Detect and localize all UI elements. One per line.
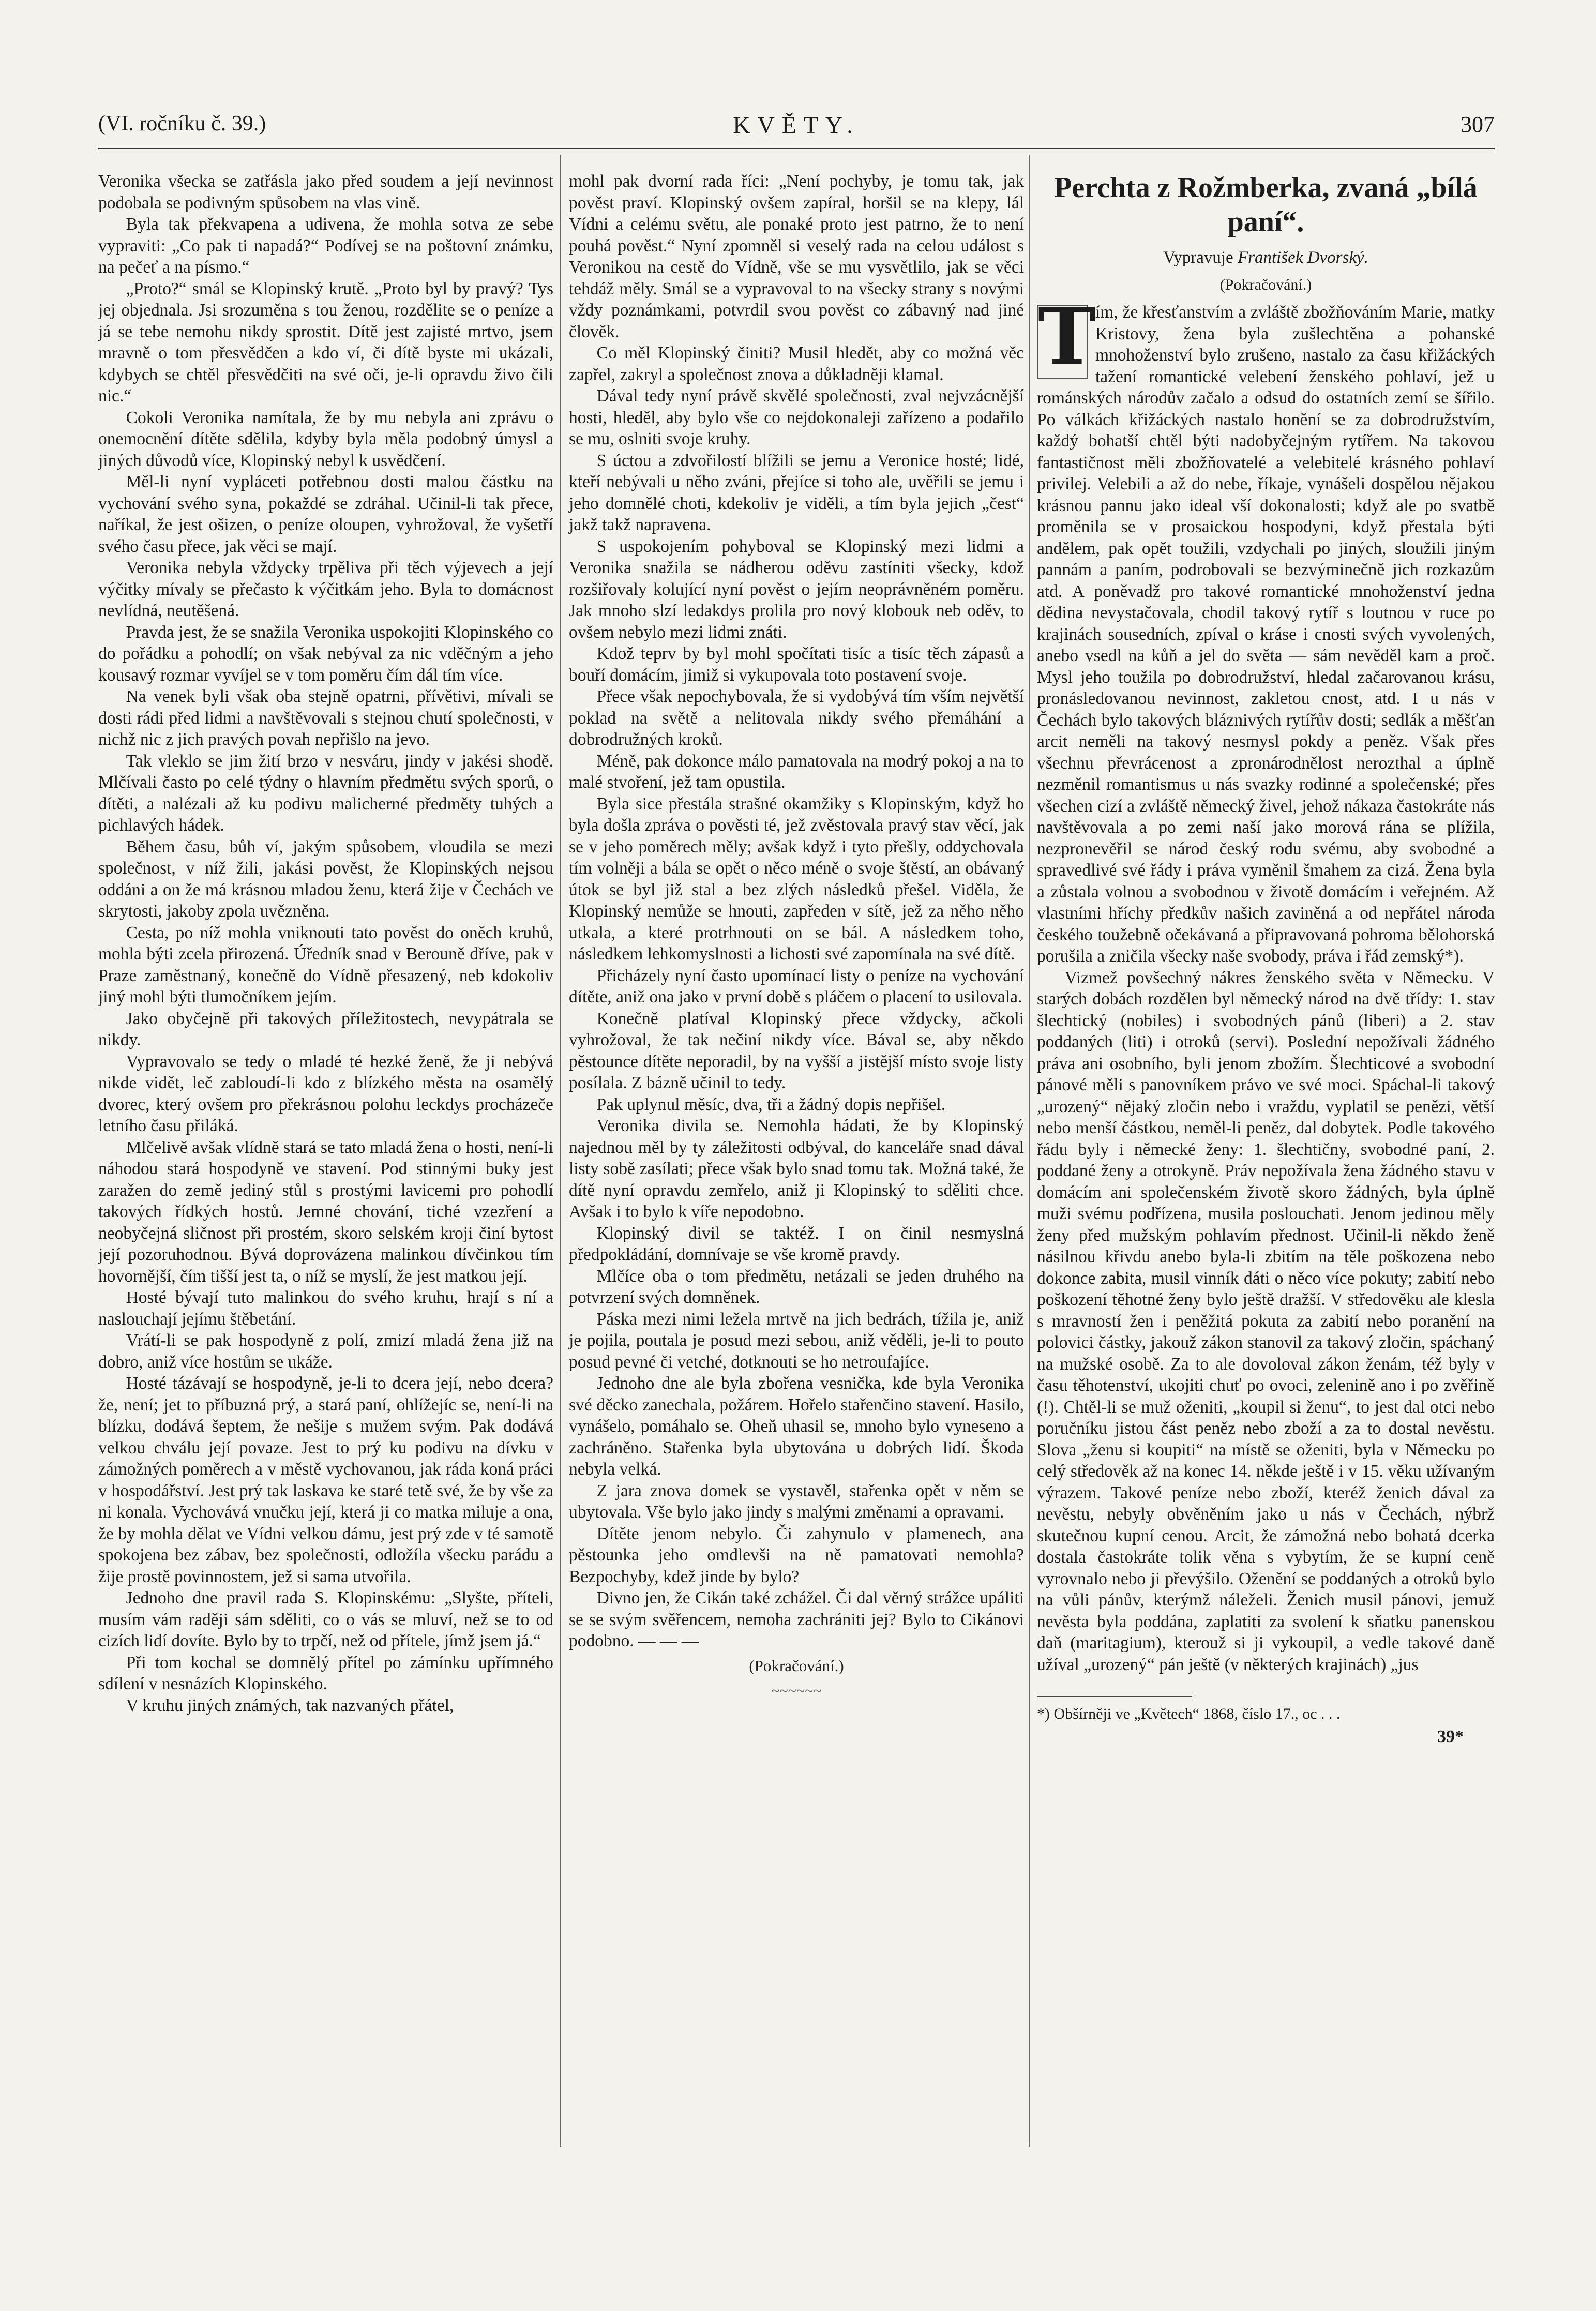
- column-1: [98, 171, 553, 1716]
- article-body: [1037, 291, 1495, 1675]
- running-head: [98, 111, 1495, 142]
- paragraph: Jednoho dne pravil rada S. Klopinskému: „Slyšte, příteli, musím vám raději sám sděliti, co o vás se mluví, než se to od cizích lidí dovíte. Bylo by to trpčí, než od přítele, jímž jsem já.“: [98, 1588, 553, 1650]
- header-rule: [98, 148, 1495, 149]
- paragraph: Při tom kochal se domnělý přítel po zámínku upřímného sdílení v nesnázích Klopinského.: [98, 1653, 553, 1693]
- paragraph: Během času, bůh ví, jakým spůsobem, vloudila se mezi společnost, v níž žili, jakási pověst, že Klopinských nejsou oddáni a on že má krásnou mladou ženu, která žije v Čechách ve skrytosti, jakoby zpola uvězněna.: [98, 837, 553, 921]
- paragraph: Byla tak překvapena a udivena, že mohla sotva ze sebe vypraviti: „Co pak ti napadá?“ Podívej se na poštovní známku, na pečeť a na písmo.“: [98, 215, 553, 277]
- paragraph: Mlčíce oba o tom předmětu, netázali se jeden druhého na potvrzení svých domněnek.: [569, 1266, 1024, 1307]
- paragraph: Méně, pak dokonce málo pamatovala na modrý pokoj a na to malé stvoření, jež tam opustila.: [569, 751, 1024, 792]
- paragraph: Klopinský divil se taktéž. I on činil nesmyslná předpokládání, domnívaje se vše kromě pravdy.: [569, 1223, 1024, 1264]
- footnote-rule: [1037, 1696, 1192, 1697]
- paragraph: „Proto?“ smál se Klopinský krutě. „Proto byl by pravý? Tys jej objednala. Jsi srozuměna s tou ženou, rozdělite se o peníze a já se tebe nemohu nikdy sprostit. Dítě jest zajisté mrtvo, jsem mravně o tom přesvědčen a kdo ví, či dítě byste mi ukázali, kdybych se chtěl přesvědčiti na své oči, je-li opravdu živo čili nic.“: [98, 279, 553, 406]
- paragraph: Byla sice přestála strašné okamžiky s Klopinským, když ho byla došla zpráva o pověsti té, jež zvěstovala pravý stav věcí, jak se v jeho poměrech měly; avšak když i tyto přešly, oddychovala tím volněji a bála se opět o něco méně o svoje štěstí, an obávaný útok se byl již stal a bez zlých následků přešel. Viděla, že Klopinský nemůže se hnouti, zapředen v sítě, jež za něho něho utkala, a které protrhnouti on se bál. A následkem toho, následkem lehkomyslnosti a lichosti své zapomínala na své dítě.: [569, 794, 1024, 964]
- paragraph: Vizmež povšechný nákres ženského světa v Německu. V starých dobách rozdělen byl německý národ na dvě třídy: 1. stav šlechtický (nobiles) i svobodných pánů (liberi) a 2. stav poddaných (liti) i otroků (servi). Poslední nepožívali žádného práva ani osobního, byli jenom zbožím. Šlechticové a svobodní pánové měli s panovníkem právo ve své moci. Spáchal-li takový „urozený“ nějaký zločin nebo i vraždu, vyplatil se penězi, větší nebo menší částkou, neměl-li peněz, dal dobytek. Podle takového řádu byly i německé ženy: 1. šlechtičny, svobodné paní, 2. poddané ženy a otrokyně. Práv nepožívala žena žádného stavu v domácím ani společenském životě skoro žádných, byla úplně muži svému podřízena, musila poslouchati. Jenom jedinou měly ženy před mužským pohlavím přednost. Učinil-li někdo ženě násilnou křivdu anebo byla-li zbitím na těle poškozena nebo dokonce zabita, musil vinník dáti o něco více pokuty; zabití nebo poškození těhotné ženy bylo ještě dražší. V středověku ale klesla s mravností žen i peněžitá pokuta za zabití nebo poranění na polovici částky, jakouž zákon stanovil za takový zločin, spáchaný na mužské osobě. Za to ale dovoloval zákon ženám, též byly v času těhotenství, ukojiti chuť po ovoci, zelenině ano i po zvěřině (!). Chtěl-li se muž oženiti, „koupil si ženu“, to jest dal otci nebo poručníku jistou část peněz nebo zboží a za to dostal nevěstu. Slova „ženu si koupiti“ na místě se oženiti, byla v Německu po celý středověk až na konec 14. někde ještě i v 15. věku užívaným výrazem. Takové peníze nebo zboží, kteréž ženich dával za nevěstu, nebyly obvěněním jako u nás v Čechách, nýbrž skutečnou kupní cenou. Arcit, že zámožná nebo bohatá dcerka dostala častokráte tolik věna s vybytím, že se kupní ceně vyrovnalo nebo ji převýšilo. Oženění se poddaných a otroků bylo na vůli pánův, kterýmž náleželi. Ženich musil pánovi, jemuž nevěsta byla poddána, zaplatiti za svolení k sňatku panenskou daň (maritagium), kterouž si ji vykoupil, a vedle takové daně užíval „urozený“ pán ještě (v některých krajinách) „jus: [1037, 968, 1495, 1674]
- issue-label: (VI. ročníku č. 39.): [98, 112, 266, 136]
- paragraph: Pravda jest, že se snažila Veronika uspokojiti Klopinského co do pořádku a pohodlí; on však nebýval za nic vděčným a jeho kousavý rozmar vyvíjel se v tom poměru čím dál tím více.: [98, 622, 553, 685]
- author-name: František Dvorský.: [1237, 248, 1368, 267]
- journal-title: KVĚTY.: [733, 112, 860, 138]
- paragraph: Dítěte jenom nebylo. Či zahynulo v plamenech, ana pěstounka jeho omdlevši na ně pamatovati nemohla? Bezpochyby, kdež jinde by bylo?: [569, 1524, 1024, 1586]
- paragraph: Na venek byli však oba stejně opatrni, přívětivi, mívali se dosti rádi před lidmi a navštěvovali s stejnou chutí společnosti, v nichž nic z jich pravých povah nepřišlo na jevo.: [98, 687, 553, 749]
- paragraph: Cokoli Veronika namítala, že by mu nebyla ani zprávu o onemocnění dítěte sdělila, kdyby byla měla podobný úmysl a jiných důvodů více, Klopinský nebyl k usvědčení.: [98, 408, 553, 470]
- column-2: [569, 171, 1024, 1702]
- paragraph: Kdož teprv by byl mohl spočítati tisíc a tisíc těch zápasů a bouří domácím, jimiž si vykupovala toto postavení svoje.: [569, 644, 1024, 685]
- byline-prefix: Vypravuje: [1163, 248, 1233, 267]
- drop-cap-initial: T: [1038, 291, 1096, 382]
- paragraph: Tak vleklo se jim žití brzo v nesváru, jindy v jakési shodě. Mlčívali často po celé týdny o hlavním předmětu svých sporů, o dítěti, a nalézali až ku podivu malicherné předměty tuhých a pichlavých hádek.: [98, 751, 553, 835]
- paragraph: ím, že křesťanstvím a zvláště zbožňováním Marie, matky Kristovy, žena byla zušlechtěna a pohanské mnohoženství bylo zrušeno, nastalo za času křižáckých tažení romantické velebení ženského pohlaví, jež u románských národův začalo a odsud do ostatních zemí se šířilo. Po válkách křižáckých nastalo honění se za dobrodružstvím, každý bohatší chtěl býti nadobyčejným rytířem. Na takovou fantastičnost měli zbožňovatelé a velebitelé krásného pohlaví privilej. Velebili a až do nebe, říkaje, vynášeli dospělou nějakou krásnou pannu jako ideal vší dokonalosti; když ale po svatbě proměnila se v prosaickou hospodyni, když přestala býti andělem, pak opět toužili, vzdychali po jiných, sloužili jiným pannám a paním, podrobovali se bezvýminečně jich rozkazům atd. A poněvadž pro takové romantické mnohoženství jedna dědina nevystačovala, chodil takový rytíř s loutnou v ruce po krajinách sousedních, zpíval o kráse i cnosti svých vyvolených, anebo vsedl na kůň a jel do světa — sám nevěděl kam a proč. Mysl jeho toužila po dobrodružství, hledal začarovanou krásu, pronásledovanou nevinnost, zakletou cnost, atd. I u nás v Čechách bylo takových bláznivých rytířův dosti; sedlák a měšťan arcit neměli na takový nesmysl pokdy a peněz. Však přes všechnu převrácenost a zpronárodnělost nerozthal a úplně nezměnil romantismus u nás svazky rodinné a společenské; přes všechen cizí a zvláště německý živel, jehož nákaza častokráte nás navštěvovala a po zemi naší jako morová rána se plížila, nezpronevěřil se národ český rodu svému, aby svobodné a spravedlivé své řády i práva vyměnil šmahem za cizá. Žena byla a zůstala volnou a svobodnou v životě domácím i veřejném. Až vlastními hříchy předkův našich zaviněná a od nepřátel národa českého toužebně očekávaná a připravovaná pohroma bělohorská porušila a zničila všecky naše svobody, práva i řád zemský*).: [1037, 303, 1495, 966]
- paragraph: mohl pak dvorní rada říci: „Není pochyby, je tomu tak, jak pověst praví. Klopinský ovšem zapíral, horšil se na klepy, lál Vídni a celému světu, ale ponaké proto jest patrno, že to není pouhá pověst.“ Nyní zpomněl si veselý rada na celou událost s Veronikou na cestě do Vídně, vše se mu vysvětlilo, jak se věci tehdáž měly. Smál se a vypravoval to na všecky strany s novými vždy poznámkami, potvrdil svou pověst co zábavný nad jiné člověk.: [569, 172, 1024, 341]
- paragraph: Hosté tázávají se hospodyně, je-li to dcera její, nebo dcera? že, není; jet to příbuzná prý, a stará paní, ohlížejíc se, není-li na blízku, dodává šeptem, že nešije s mužem svým. Pak dodává velkou chválu její povaze. Jest to prý ku podivu na dívku v zámožných poměrech a v městě vychovanou, jak ráda koná práci v hospodářství. Jest prý tak laskava ke staré tetě své, že by vše za ni konala. Vychovává vnučku její, která ji co matka miluje a ona, že by mohla dělat ve Vídni velkou dámu, jest prý zde v té samotě spokojena bez zábav, bez společnosti, odložíla všecku parádu a žije prostě povinnostem, jež si sama utvořila.: [98, 1374, 553, 1586]
- paragraph: Přicházely nyní často upomínací listy o peníze na vychování dítěte, aniž ona jako v první době s pláčem o placení to usilovala.: [569, 966, 1024, 1007]
- paragraph: V kruhu jiných známých, tak nazvaných přátel,: [126, 1695, 454, 1715]
- paragraph: Jako obyčejně při takových příležitostech, nevypátrala se nikdy.: [98, 1009, 553, 1049]
- paragraph: S uspokojením pohyboval se Klopinský mezi lidmi a Veronika snažila se nádherou oděvu zastíniti všecky, kdož rozšiřovaly kolující nyní pověst o jejím neoprávněném poměru. Jak mnoho slzí ledakdys prolila pro nový klobouk neb oděv, to ovšem nebylo mezi lidmi znáti.: [569, 536, 1024, 642]
- article-title: Perchta z Rožmberka, zvaná „bílá paní“.: [1054, 172, 1478, 238]
- paragraph: Z jara znova domek se vystavěl, stařenka opět v něm se ubytovala. Vše bylo jako jindy s malými změnami a opravami.: [569, 1481, 1024, 1522]
- paragraph: Co měl Klopinský činiti? Musil hledět, aby co možná věc zapřel, zakryl a společnost znova a důkladněji klamal.: [569, 343, 1024, 384]
- paragraph: Vypravovalo se tedy o mladé té hezké ženě, že ji nebývá nikde vidět, leč zabloudí-li kdo z blízkého města na osamělý dvorec, který ovšem pro překrásnou polohu leckdys procházeče letního času přiláká.: [98, 1052, 553, 1135]
- paragraph: Konečně platíval Klopinský přece vždycky, ačkoli vyhrožoval, že tak nečiní nikdy více. Bával se, aby někdo pěstounce dítěte neporadil, by na vyšší a jistější místo svoje listy posílala. Z bázně učinil to tedy.: [569, 1009, 1024, 1092]
- paragraph: Veronika všecka se zatřásla jako před soudem a její nevinnost podobala se podivným spůsobem na vlas vině.: [98, 172, 553, 213]
- continuation-note: (Pokračování.): [749, 1656, 844, 1675]
- paragraph: Dával tedy nyní právě skvělé společnosti, zval nejvzácnější hosti, hleděl, aby bylo vše co nejdokonaleji zařízeno a podařilo se mu, oslniti svoje kruhy.: [569, 386, 1024, 448]
- paragraph: Veronika nebyla vždycky trpěliva při těch výjevech a její výčitky mívaly se přečasto k výčitkám jeho. Byla to domácnost nevlídná, neutěšená.: [98, 558, 553, 620]
- paragraph: S úctou a zdvořilostí blížili se jemu a Veronice hosté; lidé, kteří nebývali u něho zváni, přejíce si toho ale, uvěřili se jemu i jeho domnělé choti, kdekoliv je viděli, a tím byla jejich „čest“ jakž takž napravena.: [569, 451, 1024, 534]
- sheet-signature: 39*: [1437, 1727, 1464, 1746]
- paragraph: Pak uplynul měsíc, dva, tři a žádný dopis nepřišel.: [596, 1094, 946, 1114]
- footnote: *) Obšírněji ve „Květech“ 1868, číslo 17., oc . . .: [1037, 1705, 1341, 1722]
- paragraph: Veronika divila se. Nemohla hádati, že by Klopinský najednou měl by ty záležitosti odbýval, do kanceláře snad dával listy sobě zasílati; přece však bylo snad tomu tak. Možná také, že dítě nyní opravdu zemřelo, aniž ji Klopinský to sděliti chce. Avšak i to bylo k víře nepodobno.: [569, 1116, 1024, 1221]
- column-divider-1: [560, 155, 561, 2147]
- column-3: [1037, 171, 1495, 1748]
- paragraph: Přece však nepochybovala, že si vydobývá tím vším největší poklad na světě a nelitovala nikdy svého přemáhání a dobrodružných kroků.: [569, 687, 1024, 749]
- page-number: 307: [1461, 112, 1495, 137]
- paragraph: Divno jen, že Cikán také zchážel. Či dal věrný strážce upáliti se se svým svěřencem, nemoha zachrániti jej? Bylo to Cikánovi podobno. — — —: [569, 1588, 1024, 1650]
- column-divider-2: [1029, 155, 1030, 2147]
- paragraph: Jednoho dne ale byla zbořena vesnička, kde byla Veronika své děcko zanechala, požárem. Hořelo stařenčino stavení. Hasilo, vynášelo, pomáhalo se. Oheň uhasil se, mnoho bylo vyneseno a zachráněno. Stařenka byla ubytována u dobrých lidí. Škoda nebyla velká.: [569, 1374, 1024, 1479]
- ornament-divider: ~~~~~~: [771, 1683, 822, 1700]
- continued-label: (Pokračování.): [1219, 276, 1312, 293]
- paragraph: Cesta, po níž mohla vniknouti tato pověst do oněch kruhů, mohla býti zcela přirozená. Úředník snad v Berouně dříve, pak v Praze zaměstnaný, konečně do Vídně přesazený, neb kdokoliv jiný mohl býti tlumočníkem jejím.: [98, 923, 553, 1007]
- paragraph: Mlčelivě avšak vlídně stará se tato mladá žena o hosti, není-li náhodou stará hospodyně ve stavení. Pod stinnými buky jest zaražen do země jediný stůl s prostými lavicemi pro pohodlí takových řídkých hostů. Jemné chování, tiché vzezření a neobyčejná sličnost při prostém, skoro selském kroji činí bytost její pozoruhodnou. Bývá doprovázena malinkou dívčinkou tím hovornější, čím tišší jest ta, o níž se myslí, že jest matkou její.: [98, 1137, 553, 1286]
- byline: [1037, 247, 1495, 269]
- paragraph: Hosté bývají tuto malinkou do svého kruhu, hrají s ní a naslouchají jejímu štěbetání.: [98, 1288, 553, 1329]
- paragraph: Páska mezi nimi ležela mrtvě na jich bedrách, tížila je, aniž je pojila, poutala je posud mezi sebou, aniž věděli, je-li to pouto posud pevné či vetché, dotknouti se ho netroufajíce.: [569, 1309, 1024, 1372]
- paragraph: Měl-li nyní vypláceti potřebnou dosti malou částku na vychování svého syna, pokaždé se zdráhal. Učinil-li tak přece, naříkal, že jest ošizen, o peníze oloupen, vyhrožoval, že vyšetří svého času přece, jak věci se mají.: [98, 472, 553, 556]
- paragraph: Vrátí-li se pak hospodyně z polí, zmizí mladá žena již na dobro, aniž více hostům se ukáže.: [98, 1331, 553, 1372]
